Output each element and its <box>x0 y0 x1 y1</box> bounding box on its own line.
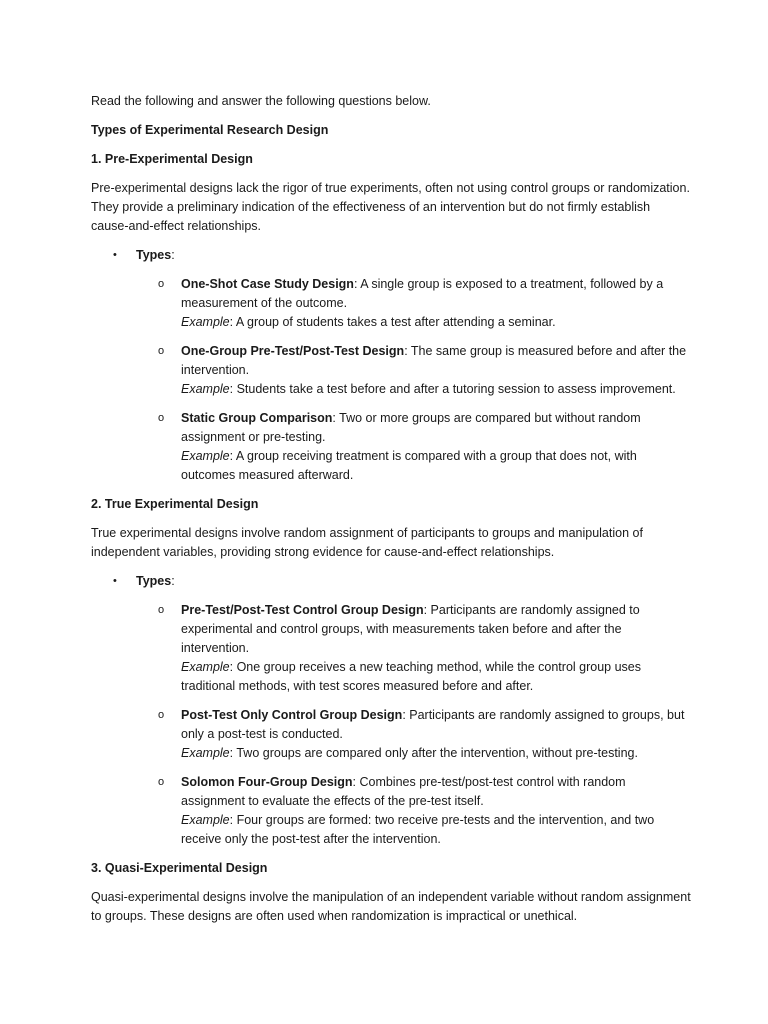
hollow-bullet-icon: o <box>158 412 165 424</box>
example-text: : A group of students takes a test after attending a seminar. <box>229 315 556 329</box>
design-term: Solomon Four-Group Design <box>181 775 353 789</box>
example-label: Example <box>181 660 230 674</box>
design-definition: : Participants are randomly assigned to groups, but only a post-test is conducted. <box>181 708 685 741</box>
section-description: Pre-experimental designs lack the rigor of true experiments, often not using control groups or randomization. They provide a preliminary indication of the effectiveness of an intervention but do not firmly establish cause-and-effect relationships. <box>91 181 690 233</box>
design-definition: : Participants are randomly assigned to experimental and control groups, with measurements taken before and after the intervention. <box>181 603 640 655</box>
section-pre-experimental <box>91 150 691 485</box>
example-label: Example <box>181 746 230 760</box>
types-label: Types <box>136 574 172 588</box>
design-list <box>91 275 691 485</box>
example-text: : Four groups are formed: two receive pre-tests and the intervention, and two receive only the post-test after the intervention. <box>181 813 655 846</box>
bullet-icon: • <box>113 249 117 261</box>
design-definition: : A single group is exposed to a treatment, followed by a measurement of the outcome. <box>181 277 664 310</box>
example-label: Example <box>181 315 230 329</box>
list-item <box>91 342 691 399</box>
hollow-bullet-icon: o <box>158 776 165 788</box>
design-term: One-Group Pre-Test/Post-Test Design <box>181 344 405 358</box>
section-description: Quasi-experimental designs involve the manipulation of an independent variable without random assignment to groups. These designs are often used when randomization is impractical or unethical. <box>91 890 691 923</box>
design-term: One-Shot Case Study Design <box>181 277 354 291</box>
design-term: Pre-Test/Post-Test Control Group Design <box>181 603 424 617</box>
example-text: : One group receives a new teaching method, while the control group uses traditional methods, with test scores measured before and after. <box>181 660 641 693</box>
example-label: Example <box>181 813 230 827</box>
hollow-bullet-icon: o <box>158 709 165 721</box>
hollow-bullet-icon: o <box>158 345 165 357</box>
section-heading: 2. True Experimental Design <box>91 497 259 511</box>
types-label: Types <box>136 248 172 262</box>
design-term: Static Group Comparison <box>181 411 333 425</box>
design-definition: : Two or more groups are compared but without random assignment or pre-testing. <box>181 411 641 444</box>
types-bullet <box>91 572 691 591</box>
list-item <box>91 773 691 849</box>
section-quasi-experimental <box>91 859 691 926</box>
document-title: Types of Experimental Research Design <box>91 123 329 137</box>
types-colon: : <box>171 574 175 588</box>
section-heading: 3. Quasi-Experimental Design <box>91 861 268 875</box>
section-true-experimental <box>91 495 691 849</box>
list-item <box>91 601 691 696</box>
design-definition: : The same group is measured before and after the intervention. <box>181 344 687 377</box>
example-text: : Two groups are compared only after the intervention, without pre-testing. <box>229 746 638 760</box>
intro-text: Read the following and answer the following questions below. <box>91 94 431 108</box>
design-term: Post-Test Only Control Group Design <box>181 708 403 722</box>
design-list <box>91 601 691 849</box>
bullet-icon: • <box>113 575 117 587</box>
example-label: Example <box>181 382 230 396</box>
hollow-bullet-icon: o <box>158 604 165 616</box>
example-label: Example <box>181 449 230 463</box>
document-body <box>91 92 691 936</box>
types-colon: : <box>171 248 175 262</box>
list-item <box>91 706 691 763</box>
types-bullet <box>91 246 691 265</box>
design-definition: : Combines pre-test/post-test control with random assignment to evaluate the effects of the pre-test itself. <box>181 775 626 808</box>
hollow-bullet-icon: o <box>158 278 165 290</box>
list-item <box>91 275 691 332</box>
section-heading: 1. Pre-Experimental Design <box>91 152 253 166</box>
list-item <box>91 409 691 485</box>
example-text: : Students take a test before and after a tutoring session to assess improvement. <box>229 382 676 396</box>
example-text: : A group receiving treatment is compared with a group that does not, with outcomes measured afterward. <box>181 449 637 482</box>
section-description: True experimental designs involve random assignment of participants to groups and manipulation of independent variables, providing strong evidence for cause-and-effect relationships. <box>91 526 643 559</box>
